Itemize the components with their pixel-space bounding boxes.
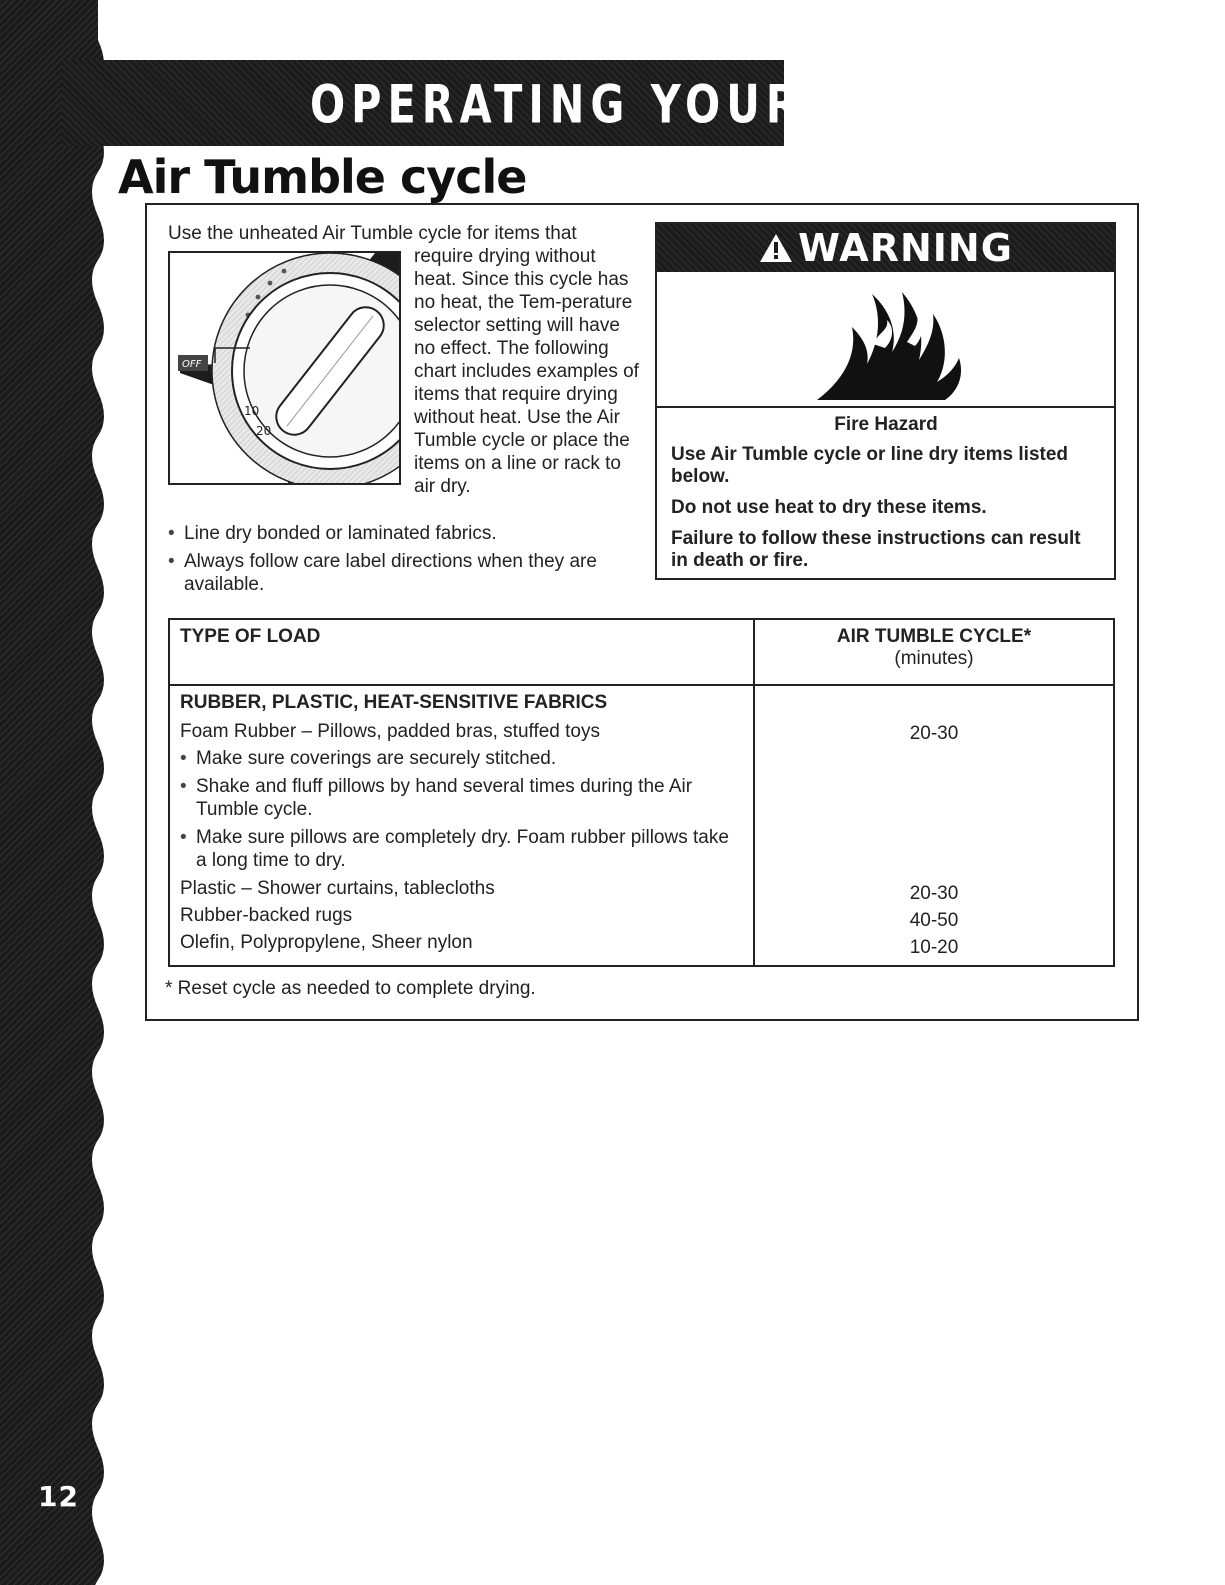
table-row — [169, 685, 1114, 966]
intro-bullet: • Always follow care label directions when they are available. — [168, 550, 638, 596]
col-air-tumble-header — [754, 619, 1114, 685]
load-types-cell — [169, 685, 754, 966]
intro-text — [168, 222, 638, 245]
dial-mark-10: 10 — [244, 404, 260, 418]
warning-body — [671, 414, 1101, 581]
intro-wrap-text: require drying without heat. Since this cycle has no heat, the Tem-perature selector setting will have no effect. The following chart includes examples of items that require drying without heat. Use the Air Tumble cycle or place the items on a line or rack to air dry. — [414, 246, 639, 497]
warning-line: Use Air Tumble cycle or line dry items listed below. — [671, 444, 1069, 487]
minutes-label: (minutes) — [894, 648, 974, 669]
time-plastic: 20-30 — [909, 883, 959, 904]
intro-first-line: Use the unheated Air Tumble cycle for items that — [168, 223, 577, 244]
side-decoration-strip — [0, 0, 112, 1585]
time-foam: 20-30 — [909, 723, 959, 744]
plastic-line: Plastic – Shower curtains, tablecloths — [180, 878, 495, 899]
foam-bullet: • Make sure coverings are securely stitched. — [180, 747, 743, 770]
olefin-line: Olefin, Polypropylene, Sheer nylon — [180, 932, 473, 953]
warning-line: Failure to follow these instructions can result in death or fire. — [671, 528, 1081, 571]
foam-rubber-line: Foam Rubber – Pillows, padded bras, stuffed toys — [180, 721, 600, 742]
cycle-dial-illustration — [168, 251, 401, 485]
times-cell — [754, 685, 1114, 966]
footnote: * Reset cycle as needed to complete drying. — [165, 978, 536, 999]
time-rugs: 40-50 — [909, 910, 959, 931]
fire-icon — [657, 272, 1114, 404]
section-title: Air Tumble cycle — [118, 150, 527, 204]
warning-label: WARNING — [798, 226, 1013, 270]
col-type-of-load-header: TYPE OF LOAD — [169, 619, 754, 685]
intro-bullets — [168, 522, 638, 601]
warning-banner — [657, 224, 1114, 272]
time-olefin: 10-20 — [909, 937, 959, 958]
dial-mark-20: 20 — [256, 424, 272, 438]
warning-box — [655, 222, 1116, 580]
foam-bullet: • Make sure pillows are completely dry. Foam rubber pillows take a long time to dry. — [180, 826, 743, 872]
warning-triangle-icon — [758, 232, 794, 264]
fire-area — [657, 272, 1114, 408]
warning-line: Do not use heat to dry these items. — [671, 497, 987, 518]
foam-bullet: • Shake and fluff pillows by hand several times during the Air Tumble cycle. — [180, 775, 743, 821]
air-tumble-header-label: AIR TUMBLE CYCLE* — [836, 626, 1032, 647]
category-heading: RUBBER, PLASTIC, HEAT-SENSITIVE FABRICS — [180, 692, 608, 713]
header-title: OPERATING YOUR DRYER — [310, 73, 1008, 136]
intro-bullet: • Line dry bonded or laminated fabrics. — [168, 522, 638, 545]
rugs-line: Rubber-backed rugs — [180, 905, 353, 926]
page-number: 12 — [38, 1480, 79, 1513]
table-header-row — [169, 619, 1114, 685]
hazard-title: Fire Hazard — [834, 414, 938, 435]
load-table — [168, 618, 1115, 967]
dial-off-label: OFF — [182, 359, 202, 370]
